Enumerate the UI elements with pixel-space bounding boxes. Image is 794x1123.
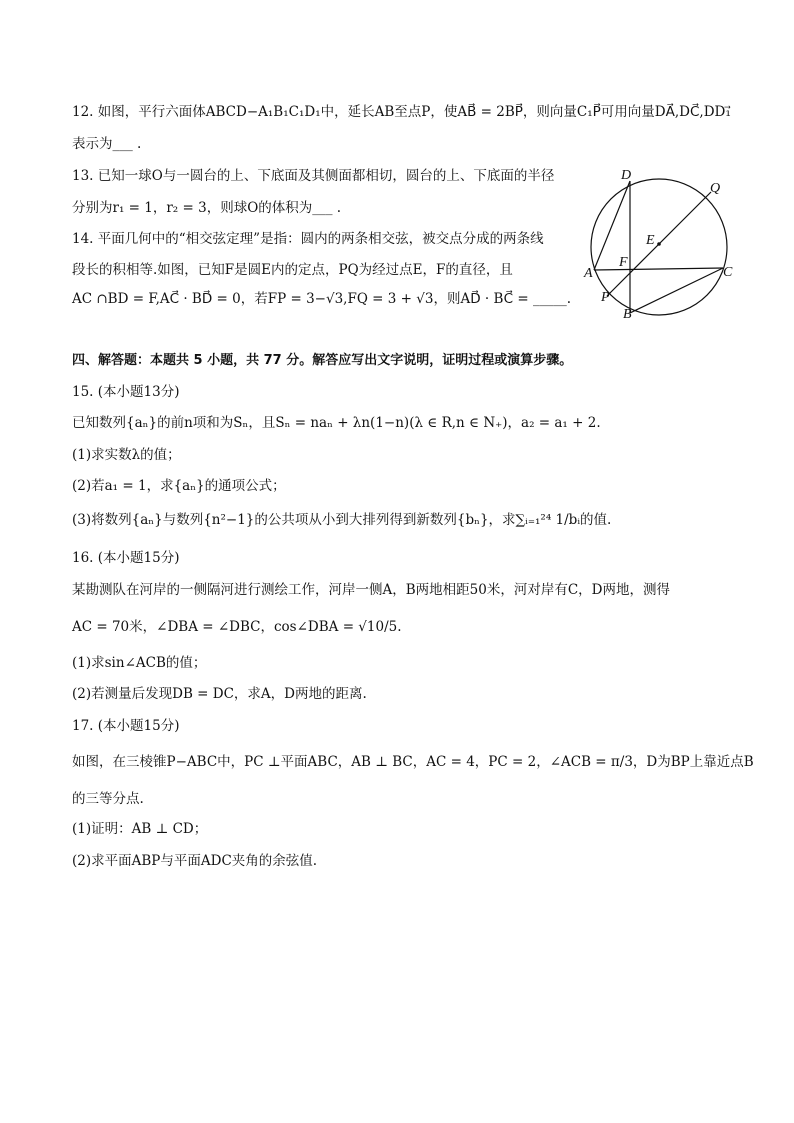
- section-heading: 四、解答题：本题共 5 小题，共 77 分。解答应写出文字说明，证明过程或演算步骤。: [72, 353, 573, 368]
- q14-line3: AC ∩BD = F,AC⃗ · BD⃗ = 0，若FP = 3−√3,FQ = 3 + √3，则AD⃗ · BC⃗ = _____.: [72, 291, 572, 307]
- q17-part2: (2)求平面ABP与平面ADC夹角的余弦值.: [72, 853, 318, 869]
- q14-line1: 14. 平面几何中的“相交弦定理”是指：圆内的两条相交弦，被交点分成的两条线: [72, 231, 544, 247]
- label-b: B: [623, 307, 632, 322]
- q16-part1: (1)求sin∠ACB的值；: [72, 655, 207, 671]
- label-c: C: [723, 265, 733, 280]
- q12-line1: 12. 如图，平行六面体ABCD−A₁B₁C₁D₁中，延长AB至点P，使AB⃗ = 2BP⃗，则向量C₁P⃗可用向量DA⃗,DC⃗,DD₁⃗: [72, 104, 731, 120]
- chord-ac: [594, 268, 723, 270]
- q16-stem1: 某勘测队在河岸的一侧隔河进行测绘工作，河岸一侧A，B两地相距50米，河对岸有C，D两地，测得: [72, 582, 670, 598]
- q15-part1: (1)求实数λ的值；: [72, 447, 181, 463]
- q14-line2: 段长的积相等.如图，已知F是圆E内的定点，PQ为经过点E，F的直径，且: [72, 262, 513, 278]
- q13-line2: 分别为r₁ = 1，r₂ = 3，则球O的体积为___ .: [72, 200, 342, 216]
- circle-e: [591, 179, 727, 315]
- q15-part2: (2)若a₁ = 1，求{aₙ}的通项公式；: [72, 478, 286, 494]
- q13-line1: 13. 已知一球O与一圆台的上、下底面及其侧面都相切，圆台的上、下底面的半径: [72, 168, 555, 184]
- q17-stem1: 如图，在三棱锥P−ABC中，PC ⊥平面ABC，AB ⊥ BC，AC = 4，PC = 2，∠ACB = π/3，D为BP上靠近点B: [72, 754, 754, 770]
- label-e: E: [646, 233, 655, 248]
- label-p: P: [601, 290, 610, 305]
- q15-stem: 已知数列{aₙ}的前n项和为Sₙ，且Sₙ = naₙ + λn(1−n)(λ ∈ R,n ∈ N₊)，a₂ = a₁ + 2.: [72, 415, 601, 431]
- q17-header: 17. (本小题15分): [72, 718, 180, 734]
- label-q: Q: [710, 181, 721, 196]
- q16-header: 16. (本小题15分): [72, 550, 180, 566]
- circle-chord-figure: [580, 162, 750, 322]
- label-f: F: [619, 255, 628, 270]
- label-a: A: [584, 266, 593, 281]
- q12-line2: 表示为___ .: [72, 136, 142, 152]
- q17-stem2: 的三等分点.: [72, 791, 144, 807]
- label-d: D: [621, 168, 632, 183]
- segment-bc: [630, 268, 723, 313]
- q16-part2: (2)若测量后发现DB = DC，求A，D两地的距离.: [72, 686, 367, 702]
- q15-header: 15. (本小题13分): [72, 384, 180, 400]
- q15-part3: (3)将数列{aₙ}与数列{n²−1}的公共项从小到大排列得到新数列{bₙ}，求∑ᵢ₌₁²⁴ 1/bᵢ的值.: [72, 512, 612, 528]
- center-point-e: [657, 242, 661, 246]
- q17-part1: (1)证明：AB ⊥ CD；: [72, 821, 208, 837]
- q16-stem2: AC = 70米，∠DBA = ∠DBC，cos∠DBA = √10/5.: [72, 619, 402, 635]
